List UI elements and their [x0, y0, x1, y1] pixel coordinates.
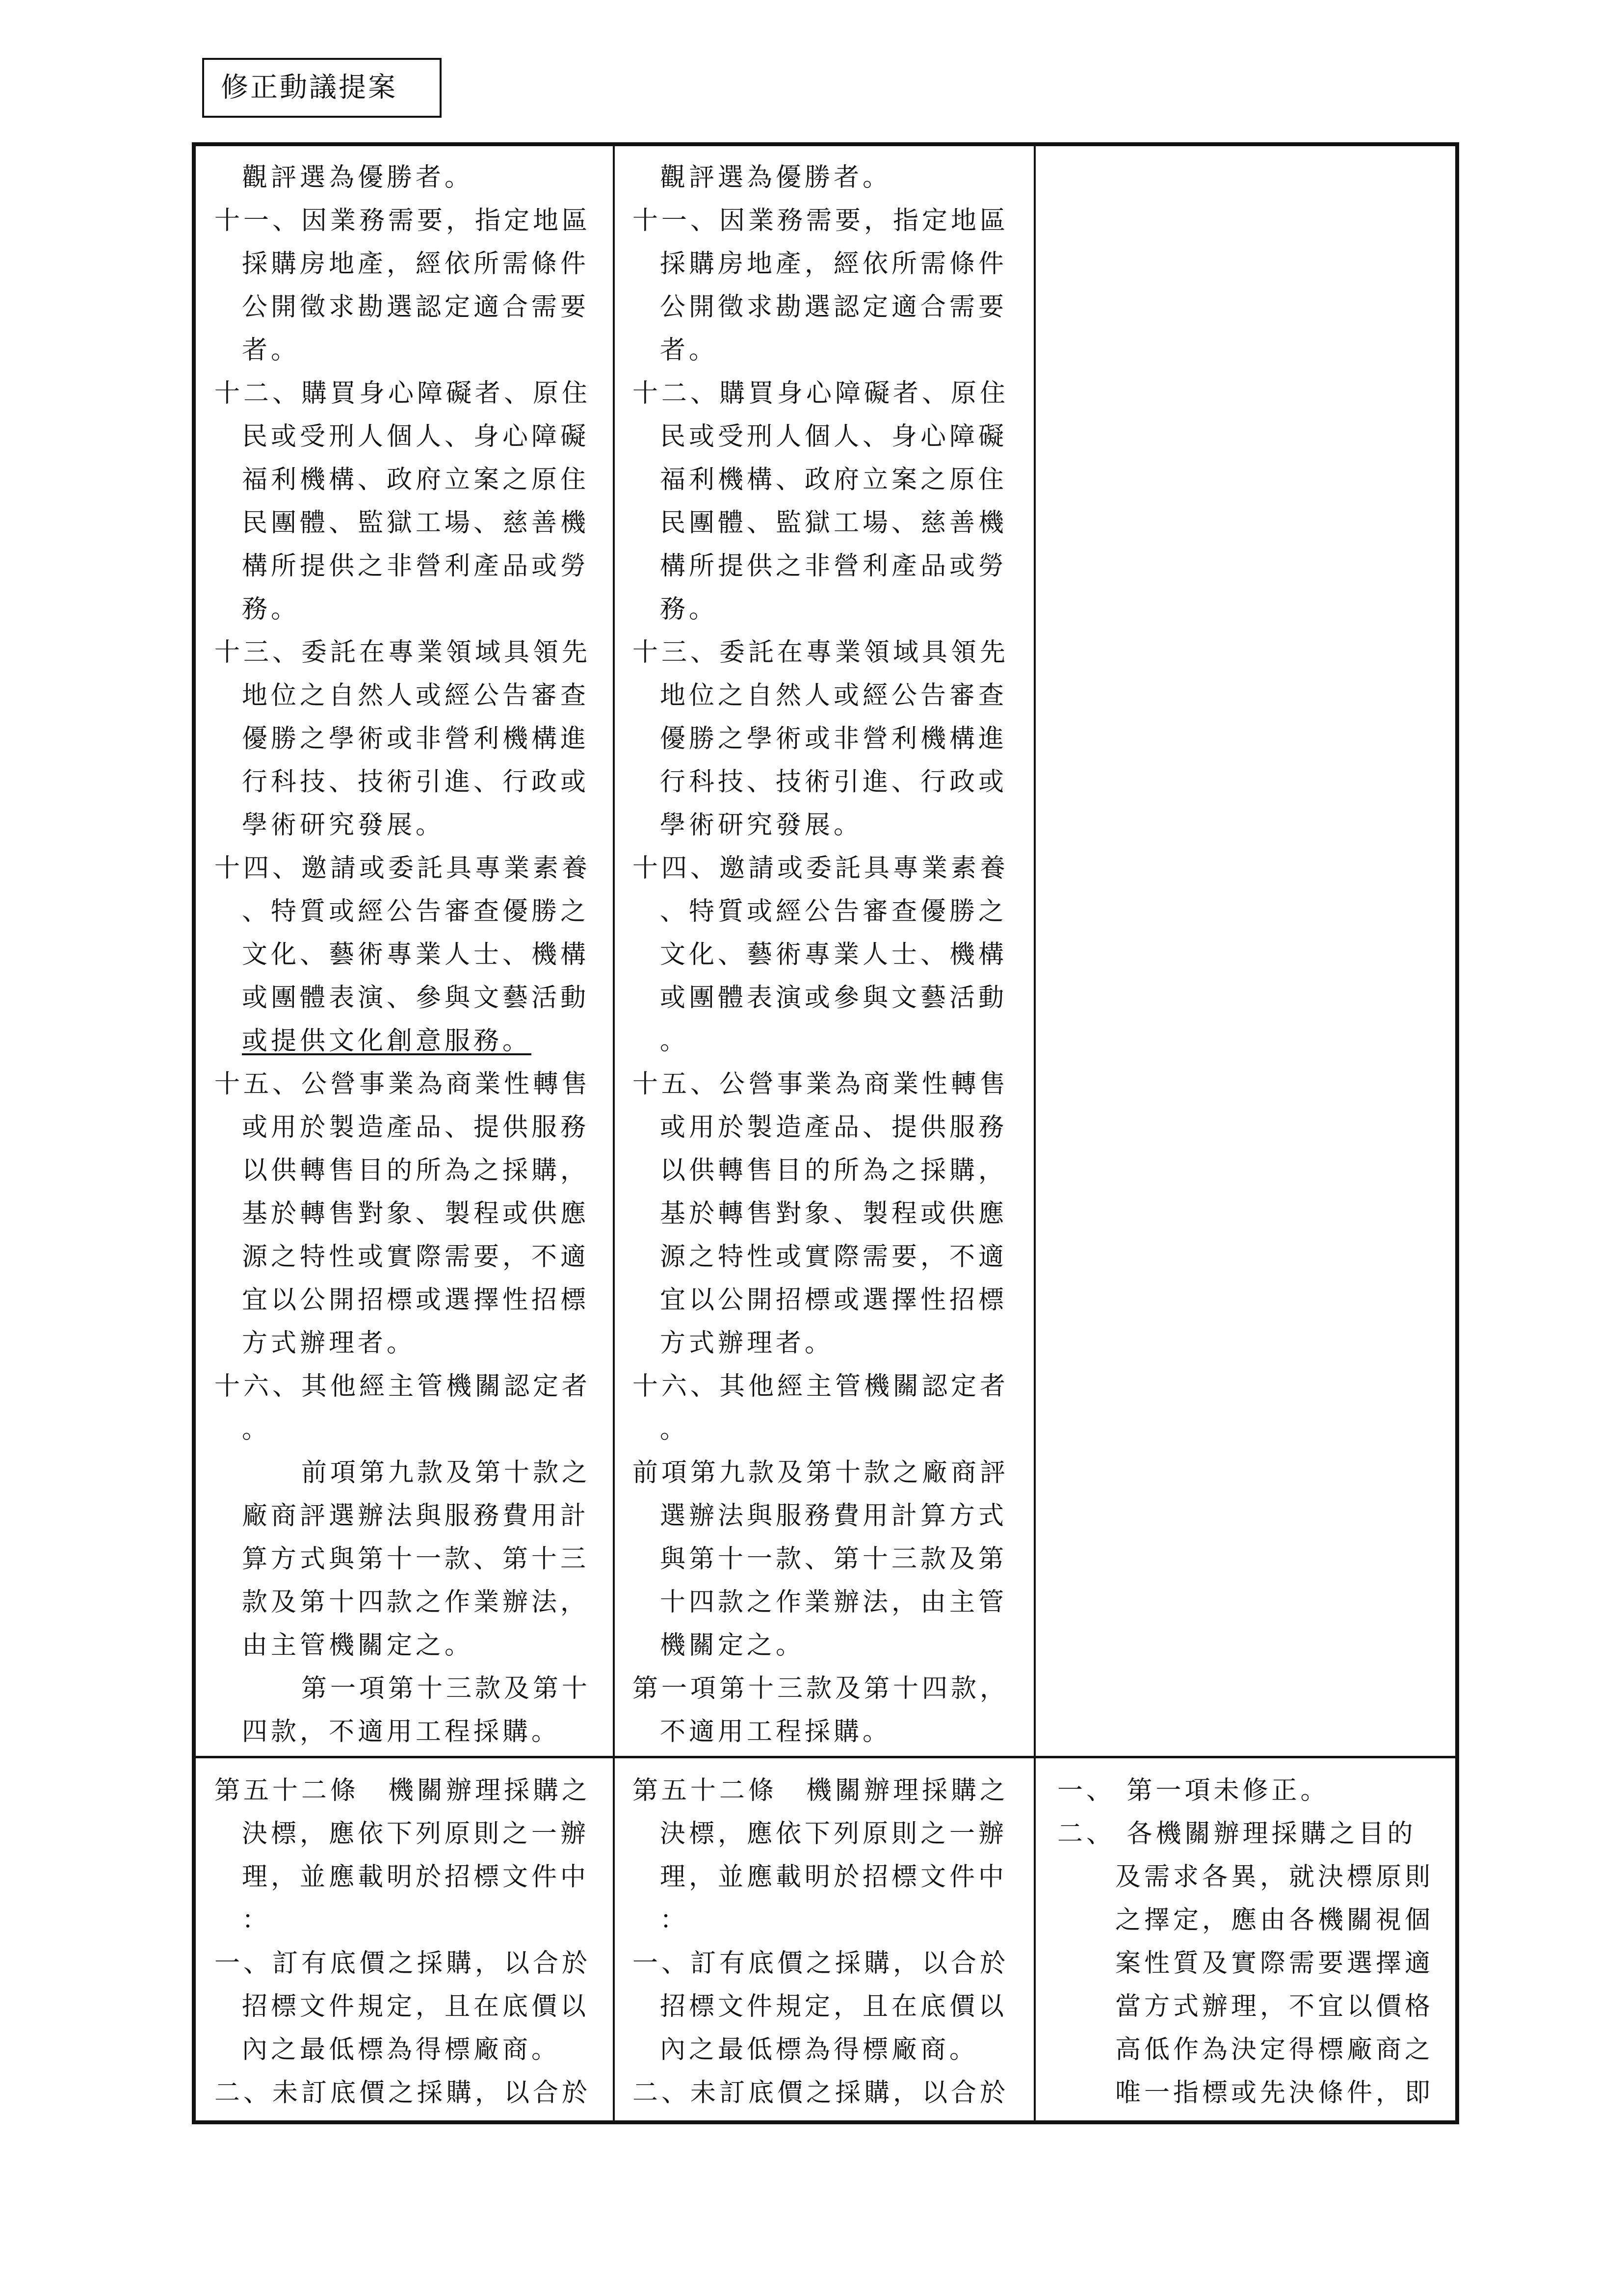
line	[632, 976, 1034, 1019]
line	[214, 329, 613, 372]
line	[214, 1322, 613, 1365]
line	[214, 933, 613, 976]
text-line: 方式辦理者。	[660, 1329, 834, 1358]
text-line: 優勝之學術或非營利機構進	[660, 724, 1008, 754]
text-line: 與第十一款、第十三款及第	[660, 1544, 1008, 1574]
line	[1057, 2071, 1455, 2114]
paragraph	[214, 1451, 613, 1667]
line	[632, 1985, 1034, 2028]
text-line: 算方式與第十一款、第十三	[242, 1544, 590, 1574]
text-line: 以供轉售目的所為之採購，	[242, 1156, 590, 1185]
list-item	[632, 1063, 1034, 1365]
text-line: 宜以公開招標或選擇性招標	[242, 1285, 590, 1315]
line	[214, 545, 613, 588]
line	[214, 1769, 613, 1812]
text-line: 行科技、技術引進、行政或	[660, 767, 1008, 797]
line	[632, 1942, 1034, 1985]
comparison-table	[192, 142, 1459, 2124]
line	[632, 1365, 1034, 1408]
line	[632, 1667, 1034, 1710]
text-line: 高低作為決定得標廠商之	[1115, 2035, 1434, 2064]
line	[214, 1710, 613, 1753]
line	[632, 2028, 1034, 2071]
text-line: 。	[660, 1415, 689, 1444]
line	[214, 1985, 613, 2028]
line	[632, 1624, 1034, 1667]
list-item	[632, 1667, 1034, 1753]
text-line: 或團體表演或參與文藝活動	[660, 983, 1008, 1013]
list-item	[632, 631, 1034, 847]
line	[214, 717, 613, 760]
text-line: 地位之自然人或經公告審查	[242, 681, 590, 710]
text-line: 理，並應載明於招標文件中	[660, 1862, 1008, 1892]
text-line: 觀評選為優勝者。	[242, 163, 474, 192]
amendment-proposal-cell	[196, 1758, 615, 2120]
text-line: 十四款之作業辦法，由主管	[660, 1588, 1008, 1617]
line	[214, 1149, 613, 1192]
line	[214, 1278, 613, 1322]
text-line: 十一、因業務需要，指定地區	[632, 206, 1009, 235]
text-line: 基於轉售對象、製程或供應	[660, 1199, 1008, 1228]
line	[214, 1106, 613, 1149]
text-line: 前項第九款及第十款之	[301, 1458, 591, 1487]
text-line: 公開徵求勘選認定適合需要	[242, 292, 590, 322]
text-line: 學術研究發展。	[660, 810, 863, 840]
line	[632, 890, 1034, 933]
list-item	[1057, 1769, 1455, 1812]
explanation-cell	[1036, 1758, 1455, 2120]
line	[632, 286, 1034, 329]
text-line: 廠商評選辦法與服務費用計	[242, 1501, 590, 1531]
text-line: 內之最低標為得標廠商。	[242, 2035, 561, 2064]
text-line: 民團體、監獄工場、慈善機	[660, 508, 1008, 538]
text-line: 一、 第一項未修正。	[1057, 1776, 1330, 1805]
text-line: 、特質或經公告審查優勝之	[660, 897, 1008, 926]
text-line: 之擇定，應由各機關視個	[1115, 1905, 1434, 1935]
text-line: 基於轉售對象、製程或供應	[242, 1199, 590, 1228]
line	[1057, 1899, 1455, 1942]
line	[214, 1019, 613, 1063]
list-item	[214, 1769, 613, 1942]
text-line: 招標文件規定，且在底價以	[242, 1992, 590, 2021]
line	[632, 631, 1034, 674]
text-line: 福利機構、政府立案之原住	[660, 465, 1008, 495]
text-line: 十六、其他經主管機關認定者	[632, 1372, 1009, 1401]
text-line: 選辦法與服務費用計算方式	[660, 1501, 1008, 1531]
text-line: 十六、其他經主管機關認定者	[214, 1372, 591, 1401]
explanation-cell	[1036, 146, 1455, 1756]
original-text-cell	[615, 146, 1036, 1756]
list-item	[632, 1365, 1034, 1451]
line	[214, 156, 613, 199]
list-item	[632, 372, 1034, 631]
text-line: 或團體表演、參與文藝活動	[242, 983, 590, 1013]
text-line: 一、訂有底價之採購，以合於	[214, 1949, 591, 1978]
text-line: 十五、公營事業為商業性轉售	[632, 1070, 1009, 1099]
text-line: 行科技、技術引進、行政或	[242, 767, 590, 797]
text-line: 務。	[660, 595, 718, 624]
text-line: 民團體、監獄工場、慈善機	[242, 508, 590, 538]
line	[214, 847, 613, 890]
line	[632, 1581, 1034, 1624]
line	[632, 501, 1034, 545]
text-line: ：	[242, 1905, 271, 1935]
text-line: 第一項第十三款及第十四款，	[632, 1674, 1009, 1703]
text-line: 文化、藝術專業人士、機構	[660, 940, 1008, 969]
text-line: 前項第九款及第十款之廠商評	[632, 1458, 1009, 1487]
line	[632, 847, 1034, 890]
text-line: 十二、購買身心障礙者、原住	[632, 379, 1009, 408]
line	[632, 545, 1034, 588]
line	[214, 976, 613, 1019]
text-line: 第一項第十三款及第十	[301, 1674, 591, 1703]
line	[214, 1494, 613, 1538]
text-line: 者。	[242, 336, 300, 365]
text-line: 或用於製造產品、提供服務	[660, 1113, 1008, 1142]
text-line: 二、 各機關辦理採購之目的	[1057, 1819, 1416, 1849]
text-line: 採購房地產，經依所需條件	[242, 249, 590, 279]
list-item	[214, 199, 613, 372]
text-line: 十二、購買身心障礙者、原住	[214, 379, 591, 408]
list-item	[632, 847, 1034, 1063]
text-line: 二、未訂底價之採購，以合於	[632, 2078, 1009, 2108]
line	[632, 415, 1034, 458]
original-text-cell	[615, 1758, 1036, 2120]
line	[632, 1451, 1034, 1494]
line	[214, 199, 613, 242]
line	[632, 329, 1034, 372]
table-row	[196, 1758, 1455, 2120]
line	[632, 1192, 1034, 1235]
text-line: 構所提供之非營利產品或勞	[660, 551, 1008, 581]
text-line: 以供轉售目的所為之採購，	[660, 1156, 1008, 1185]
list-item	[214, 631, 613, 847]
text-line: 觀評選為優勝者。	[660, 163, 892, 192]
text-line: 源之特性或實際需要，不適	[242, 1242, 590, 1272]
line	[214, 1581, 613, 1624]
line	[632, 674, 1034, 717]
text-line: 務。	[242, 595, 300, 624]
paragraph	[214, 1667, 613, 1753]
text-line: 及需求各異，就決標原則	[1115, 1862, 1434, 1892]
text-line: 十四、邀請或委託具專業素養	[214, 854, 591, 883]
line	[214, 1667, 613, 1710]
text-line: 不適用工程採購。	[660, 1717, 892, 1747]
text-line: 十四、邀請或委託具專業素養	[632, 854, 1009, 883]
line	[214, 1899, 613, 1942]
text-line: 款及第十四款之作業辦法，	[242, 1588, 590, 1617]
line	[214, 1235, 613, 1278]
text-line: ：	[660, 1905, 689, 1935]
line	[632, 933, 1034, 976]
line	[632, 588, 1034, 631]
text-line: 十一、因業務需要，指定地區	[214, 206, 591, 235]
line	[214, 501, 613, 545]
line	[632, 242, 1034, 286]
text-line: 民或受刑人個人、身心障礙	[242, 422, 590, 451]
line	[214, 804, 613, 847]
line	[214, 1538, 613, 1581]
line	[214, 2028, 613, 2071]
line	[632, 1538, 1034, 1581]
text-line: 源之特性或實際需要，不適	[660, 1242, 1008, 1272]
line	[632, 1494, 1034, 1538]
list-item	[214, 2071, 613, 2114]
list-item	[632, 1942, 1034, 2071]
line	[632, 1278, 1034, 1322]
text-line: 或用於製造產品、提供服務	[242, 1113, 590, 1142]
text-line: 決標，應依下列原則之一辦	[660, 1819, 1008, 1849]
line	[632, 1812, 1034, 1855]
line	[214, 1192, 613, 1235]
list-item	[214, 1063, 613, 1365]
text-line: 優勝之學術或非營利機構進	[242, 724, 590, 754]
list-item	[632, 156, 1034, 199]
line	[214, 1942, 613, 1985]
line	[214, 415, 613, 458]
text-line: 四款，不適用工程採購。	[242, 1717, 561, 1747]
line	[632, 2071, 1034, 2114]
text-line: 文化、藝術專業人士、機構	[242, 940, 590, 969]
text-line: 十三、委託在專業領域具領先	[632, 638, 1009, 667]
line	[214, 2071, 613, 2114]
line	[214, 1624, 613, 1667]
text-line: 宜以公開招標或選擇性招標	[660, 1285, 1008, 1315]
line	[1057, 1855, 1455, 1899]
line	[632, 372, 1034, 415]
line	[632, 1149, 1034, 1192]
text-line: 採購房地產，經依所需條件	[660, 249, 1008, 279]
line	[632, 1235, 1034, 1278]
text-line: 十五、公營事業為商業性轉售	[214, 1070, 591, 1099]
line	[214, 1451, 613, 1494]
list-item	[1057, 1812, 1455, 2114]
line	[632, 1063, 1034, 1106]
line	[632, 156, 1034, 199]
line	[214, 372, 613, 415]
line	[632, 1710, 1034, 1753]
text-line: 、特質或經公告審查優勝之	[242, 897, 590, 926]
list-item	[632, 1451, 1034, 1667]
text-line: 決標，應依下列原則之一辦	[242, 1819, 590, 1849]
text-line: 招標文件規定，且在底價以	[660, 1992, 1008, 2021]
text-line: 民或受刑人個人、身心障礙	[660, 422, 1008, 451]
list-item	[214, 1365, 613, 1451]
text-line: 方式辦理者。	[242, 1329, 416, 1358]
line	[1057, 1942, 1455, 1985]
line	[214, 890, 613, 933]
text-line: 唯一指標或先決條件，即	[1115, 2078, 1434, 2108]
text-line: 當方式辦理，不宜以價格	[1115, 1992, 1434, 2021]
line	[632, 760, 1034, 804]
line	[632, 1899, 1034, 1942]
line	[214, 760, 613, 804]
text-line: 案性質及實際需要選擇適	[1115, 1949, 1434, 1978]
line	[632, 1106, 1034, 1149]
text-line: 內之最低標為得標廠商。	[660, 2035, 979, 2064]
text-line: 者。	[660, 336, 718, 365]
line	[214, 1365, 613, 1408]
line	[214, 674, 613, 717]
line	[632, 1322, 1034, 1365]
amended-text-line: 或提供文化創意服務。	[242, 1026, 532, 1056]
text-line: 構所提供之非營利產品或勞	[242, 551, 590, 581]
line	[632, 1855, 1034, 1899]
line	[214, 458, 613, 501]
line	[1057, 1812, 1455, 1855]
line	[632, 199, 1034, 242]
amendment-proposal-cell	[196, 146, 615, 1756]
line	[632, 1019, 1034, 1063]
list-item	[214, 156, 613, 199]
line	[214, 1812, 613, 1855]
text-line: 學術研究發展。	[242, 810, 445, 840]
line	[214, 588, 613, 631]
text-line: 第五十二條 機關辦理採購之	[214, 1776, 591, 1805]
document-label: 修正動議提案	[202, 58, 442, 118]
text-line: 二、未訂底價之採購，以合於	[214, 2078, 591, 2108]
list-item	[632, 2071, 1034, 2114]
text-line: 。	[660, 1026, 689, 1056]
text-line: 機關定之。	[660, 1631, 805, 1660]
line	[1057, 2028, 1455, 2071]
line	[632, 458, 1034, 501]
text-line: 福利機構、政府立案之原住	[242, 465, 590, 495]
line	[1057, 1769, 1455, 1812]
text-line: 由主管機關定之。	[242, 1631, 474, 1660]
list-item	[632, 1769, 1034, 1942]
text-line: 第五十二條 機關辦理採購之	[632, 1776, 1009, 1805]
text-line: 。	[242, 1415, 271, 1444]
text-line: 理，並應載明於招標文件中	[242, 1862, 590, 1892]
line	[632, 1408, 1034, 1451]
text-line: 一、訂有底價之採購，以合於	[632, 1949, 1009, 1978]
line	[214, 631, 613, 674]
list-item	[214, 372, 613, 631]
list-item	[214, 847, 613, 1063]
line	[214, 1408, 613, 1451]
line	[632, 804, 1034, 847]
text-line: 公開徵求勘選認定適合需要	[660, 292, 1008, 322]
line	[214, 1063, 613, 1106]
list-item	[632, 199, 1034, 372]
text-line: 十三、委託在專業領域具領先	[214, 638, 591, 667]
line	[214, 286, 613, 329]
line	[632, 717, 1034, 760]
line	[632, 1769, 1034, 1812]
line	[214, 242, 613, 286]
list-item	[214, 1942, 613, 2071]
line	[1057, 1985, 1455, 2028]
text-line: 地位之自然人或經公告審查	[660, 681, 1008, 710]
table-row	[196, 146, 1455, 1758]
line	[214, 1855, 613, 1899]
